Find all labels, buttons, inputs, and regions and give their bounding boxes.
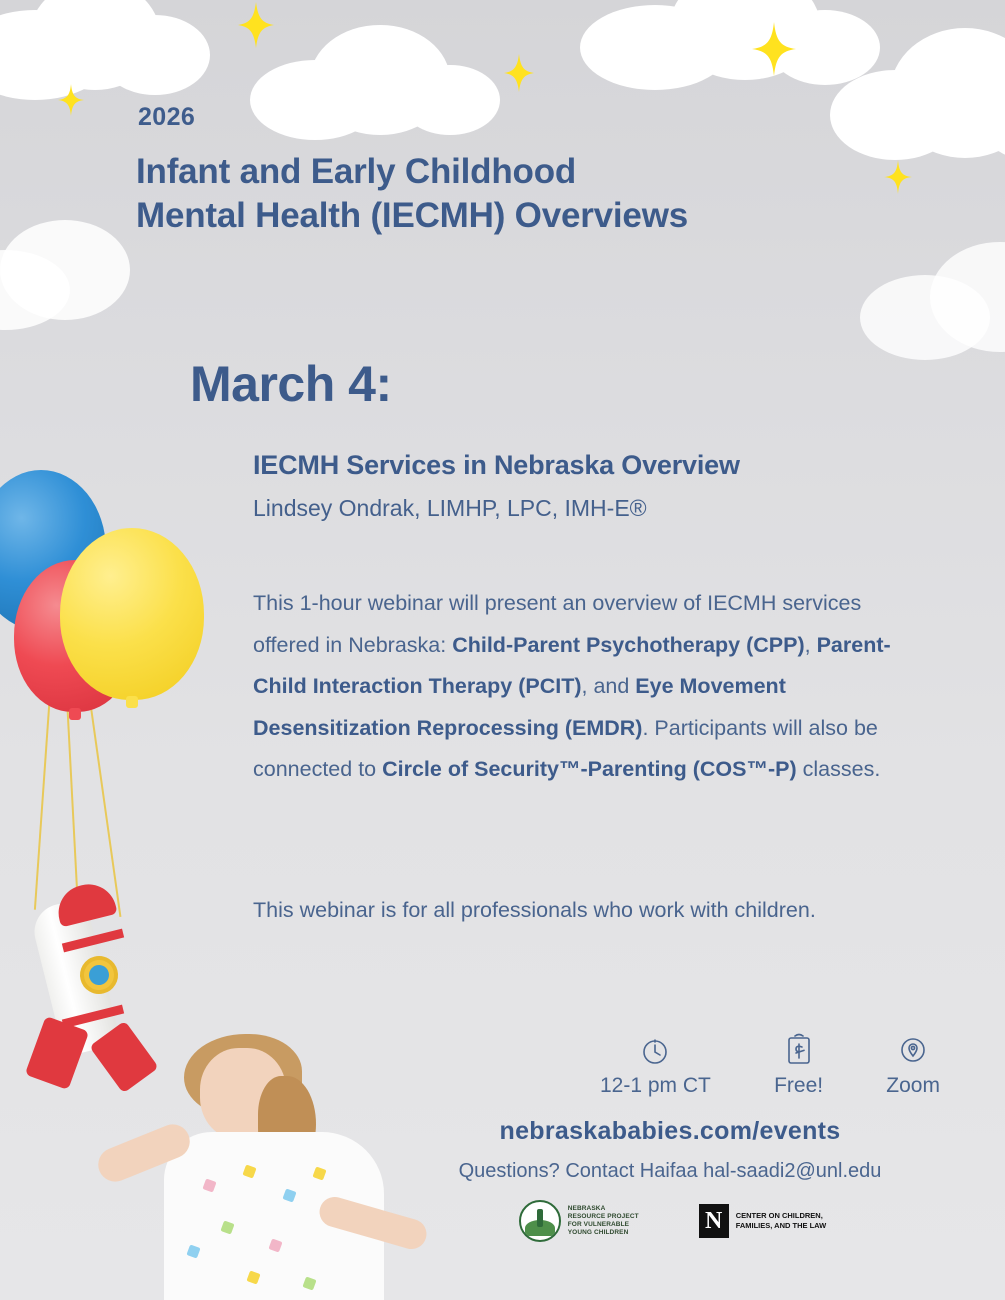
cloud-icon <box>0 0 220 120</box>
logo-line: CENTER ON CHILDREN, <box>735 1211 823 1220</box>
sparkle-icon <box>884 160 912 194</box>
event-time-label: 12-1 pm CT <box>600 1074 711 1097</box>
description-text: . Participants will also be connected to <box>253 715 878 781</box>
session-description <box>253 583 913 791</box>
center-on-children-families-law-logo <box>699 1204 827 1238</box>
sparkle-icon <box>58 84 84 116</box>
nebraska-resource-project-logo-text <box>568 1205 639 1237</box>
session-title: IECMH Services in Nebraska Overview <box>253 450 740 480</box>
presenter-name: Lindsey Ondrak, LIMHP, LPC, IMH-E® <box>253 495 647 521</box>
description-emphasis: Circle of Security™-Parenting (COS™-P) <box>382 757 797 781</box>
tree-seal-icon <box>519 1200 561 1242</box>
description-emphasis: Eye Movement Desensitization Reprocessing (EMDR) <box>253 674 786 740</box>
cloud-icon <box>250 20 510 150</box>
year-label: 2026 <box>138 103 196 131</box>
cloud-icon <box>580 0 880 100</box>
sparkle-icon <box>504 54 534 92</box>
description-text: , and <box>581 674 636 698</box>
price-tag-icon <box>784 1032 814 1070</box>
location-pin-icon <box>896 1032 930 1070</box>
description-text: classes. <box>796 757 881 781</box>
website-link[interactable]: nebraskababies.com/events <box>499 1117 841 1145</box>
center-on-children-families-law-logo-text <box>736 1211 827 1231</box>
audience-note: This webinar is for all professionals who work with children. <box>253 898 816 922</box>
logo-line: FOR VULNERABLE <box>567 1221 630 1228</box>
logo-row <box>0 1200 1005 1242</box>
page-title <box>136 150 688 238</box>
event-time <box>600 1032 711 1098</box>
sparkle-icon <box>238 2 274 48</box>
logo-line: YOUNG CHILDREN <box>567 1229 629 1236</box>
logo-line: NEBRASKA <box>567 1205 606 1212</box>
page-title-line-1: Infant and Early Childhood <box>136 152 577 191</box>
page-title-line-2: Mental Health (IECMH) Overviews <box>136 196 688 235</box>
cloud-icon <box>860 230 1005 370</box>
event-cost <box>774 1032 823 1098</box>
description-text: , <box>804 632 817 657</box>
event-cost-label: Free! <box>774 1074 824 1097</box>
event-location <box>886 1032 940 1098</box>
nebraska-resource-project-logo <box>519 1200 639 1242</box>
logo-line: FAMILIES, AND THE LAW <box>735 1221 827 1230</box>
description-emphasis: Child-Parent Psychotherapy (CPP) <box>452 632 805 657</box>
event-date: March 4: <box>190 356 392 412</box>
description-emphasis: Parent-Child Interaction Therapy (PCIT) <box>253 632 891 698</box>
sparkle-icon <box>752 22 796 76</box>
cloud-icon <box>830 10 1005 190</box>
clock-icon <box>637 1032 673 1070</box>
logo-line: RESOURCE PROJECT <box>567 1213 639 1220</box>
event-location-label: Zoom <box>886 1074 940 1097</box>
description-text: This 1-hour webinar will present an overview of IECMH services offered in Nebraska: <box>253 591 862 657</box>
yellow-balloon <box>60 528 204 700</box>
event-details-row <box>600 1032 940 1098</box>
contact-line: Questions? Contact Haifaa hal-saadi2@unl.edu <box>458 1160 882 1182</box>
nebraska-n-icon: N <box>699 1204 729 1238</box>
